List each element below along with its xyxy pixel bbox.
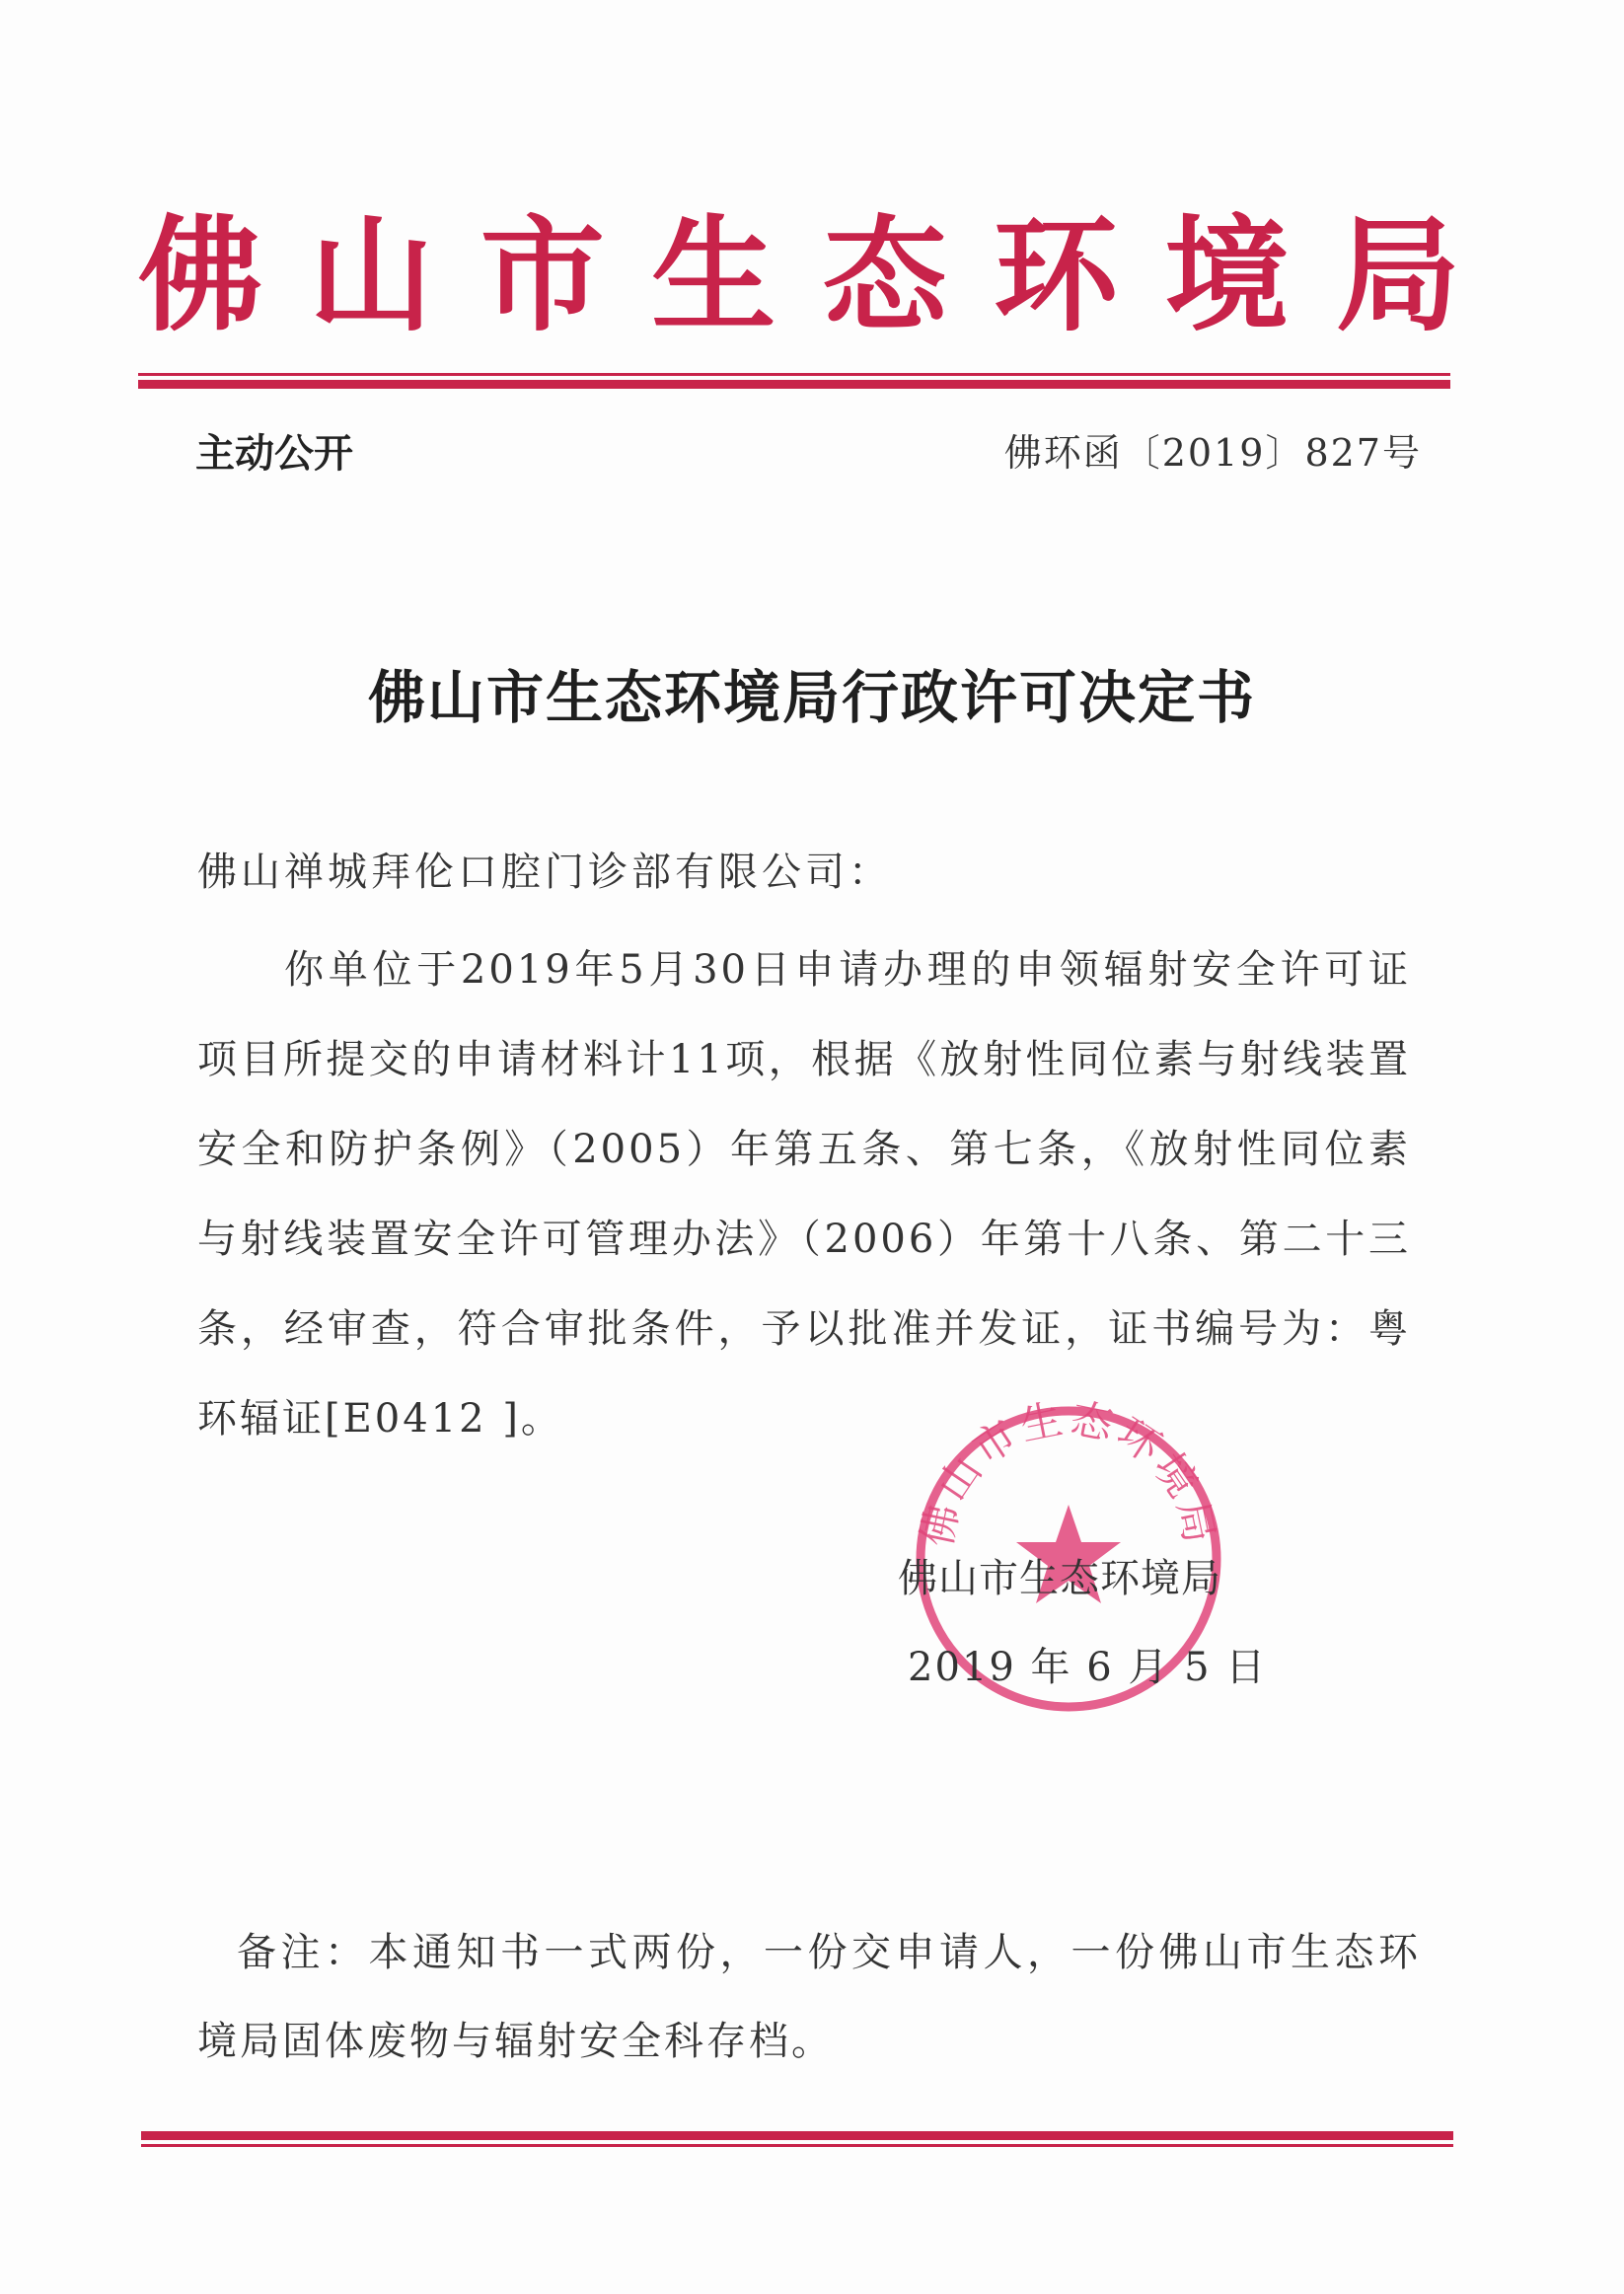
recipient-line: 佛山禅城拜伦口腔门诊部有限公司： [197, 850, 892, 895]
letterhead-char: 局 [1335, 203, 1460, 348]
footer-rule-thick [141, 2131, 1453, 2140]
footer-rule-thin [141, 2144, 1453, 2147]
letterhead-char: 境 [1164, 203, 1290, 348]
letterhead-title [138, 197, 1460, 355]
letterhead-char: 佛 [138, 203, 262, 348]
letterhead-char: 生 [651, 203, 776, 348]
disclosure-label: 主动公开 [195, 431, 353, 477]
document-title: 佛山市生态环境局行政许可决定书 [367, 664, 1256, 731]
letterhead-char: 态 [822, 203, 947, 348]
letterhead-rule-thin [138, 373, 1450, 376]
body-paragraph: 你单位于2019年5月30日申请办理的申领辐射安全许可证项目所提交的申请材料计11项，根据《放射性同位素与射线装置安全和防护条例》（2005）年第五条、第七条，《放射性同位素与射线装置安全许可管理办法》（2006）年第十八条、第二十三条，经审查，符合审批条件，予以批准并发证，证书编号为：粤环辐证[E0412 ]。 [197, 947, 1411, 1442]
document-number: 佛环函〔2019〕827号 [1003, 431, 1422, 475]
letterhead-char: 市 [480, 203, 605, 348]
remark-paragraph: 备注：本通知书一式两份，一份交申请人，一份佛山市生态环境局固体废物与辐射安全科存档。 [197, 1930, 1421, 2064]
letterhead-rule-thick [138, 380, 1450, 389]
letterhead-char: 环 [994, 203, 1119, 348]
signature-organization: 佛山市生态环境局 [898, 1556, 1221, 1601]
signature-date: 2019 年 6 月 5 日 [908, 1645, 1268, 1690]
seal-text: 佛山市生态环境局 [912, 1396, 1225, 1551]
letterhead-char: 山 [309, 203, 434, 348]
